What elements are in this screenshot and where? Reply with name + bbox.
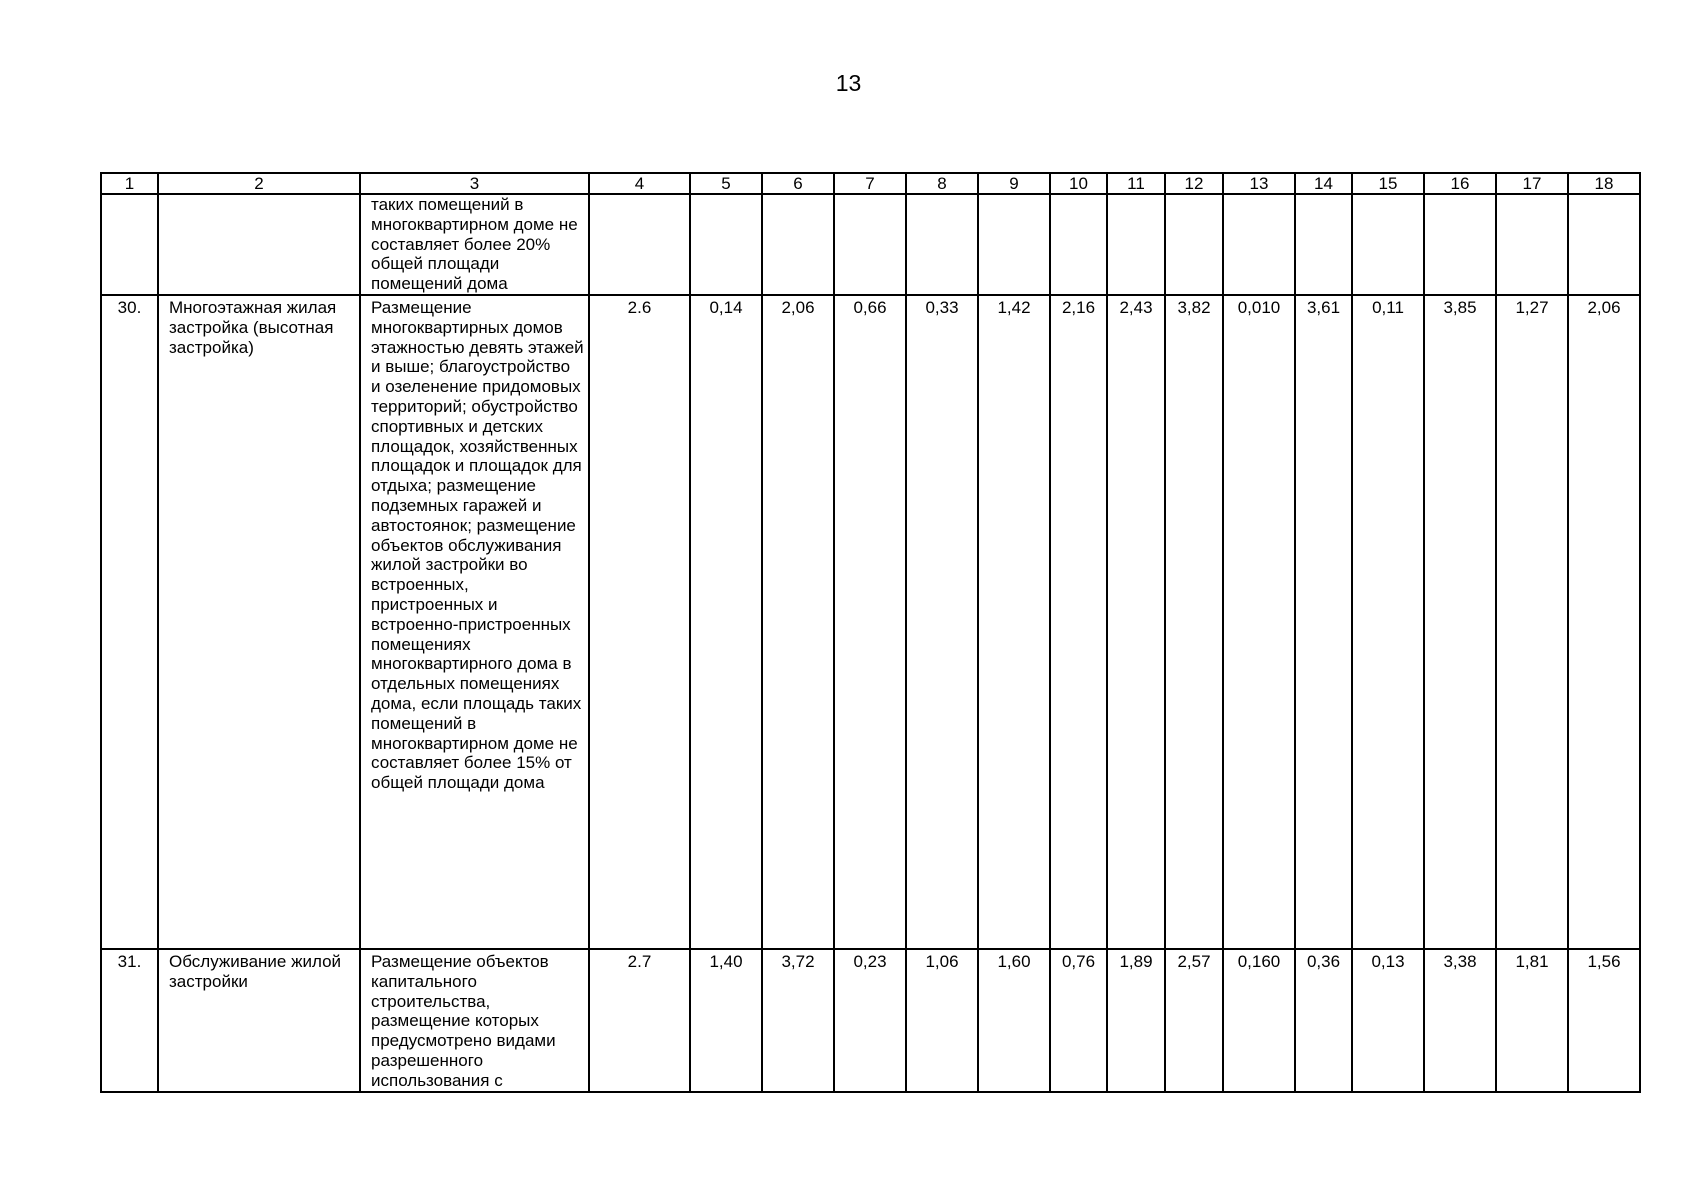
column-header: 5	[690, 173, 762, 194]
column-header: 18	[1568, 173, 1640, 194]
value-cell: 0,23	[834, 949, 906, 1092]
value-cell: 1,60	[978, 949, 1050, 1092]
value-cell	[589, 194, 690, 295]
column-header: 15	[1352, 173, 1424, 194]
value-cell	[834, 194, 906, 295]
column-header: 17	[1496, 173, 1568, 194]
value-cell: 0,13	[1352, 949, 1424, 1092]
row-name: Многоэтажная жилая застройка (высотная застройка)	[158, 295, 360, 949]
value-cell: 0,14	[690, 295, 762, 949]
value-cell: 1,81	[1496, 949, 1568, 1092]
value-cell: 3,82	[1165, 295, 1223, 949]
row-description: Размещение многоквартирных домов этажностью девять этажей и выше; благоустройство и озеленение придомовых территорий; обустройство спортивных и детских площадок, хозяйственных площадок и площадок для отдыха; размещение подземных гаражей и автостоянок; размещение объектов обслуживания жилой застройки во встроенных, пристроенных и встроенно-пристроенных помещениях многоквартирного дома в отдельных помещениях дома, если площадь таких помещений в многоквартирном доме не составляет более 15% от общей площади дома	[360, 295, 589, 949]
column-header: 10	[1050, 173, 1107, 194]
value-cell	[1568, 194, 1640, 295]
row-name: Обслуживание жилой застройки	[158, 949, 360, 1092]
column-header: 3	[360, 173, 589, 194]
table-header-row	[101, 173, 1640, 194]
value-cell: 3,38	[1424, 949, 1496, 1092]
value-cell	[1223, 194, 1295, 295]
value-cell: 1,42	[978, 295, 1050, 949]
value-cell: 1,56	[1568, 949, 1640, 1092]
table-row	[101, 194, 1640, 295]
value-cell: 3,61	[1295, 295, 1352, 949]
column-header: 4	[589, 173, 690, 194]
value-cell: 0,66	[834, 295, 906, 949]
table-row	[101, 295, 1640, 949]
row-description: Размещение объектов капитального строительства, размещение которых предусмотрено видами разрешенного использования с	[360, 949, 589, 1092]
value-cell	[978, 194, 1050, 295]
value-cell: 1,27	[1496, 295, 1568, 949]
value-cell	[690, 194, 762, 295]
value-cell: 2,43	[1107, 295, 1165, 949]
value-cell: 0,010	[1223, 295, 1295, 949]
value-cell: 2,06	[762, 295, 834, 949]
value-cell	[1496, 194, 1568, 295]
column-header: 8	[906, 173, 978, 194]
column-header: 1	[101, 173, 158, 194]
value-cell: 2.7	[589, 949, 690, 1092]
column-header: 7	[834, 173, 906, 194]
value-cell: 2,16	[1050, 295, 1107, 949]
row-number	[101, 194, 158, 295]
row-number: 31.	[101, 949, 158, 1092]
value-cell: 1,40	[690, 949, 762, 1092]
column-header: 13	[1223, 173, 1295, 194]
value-cell: 3,72	[762, 949, 834, 1092]
row-number: 30.	[101, 295, 158, 949]
value-cell	[1165, 194, 1223, 295]
row-description: таких помещений в многоквартирном доме не составляет более 20% общей площади помещений дома	[360, 194, 589, 295]
column-header: 9	[978, 173, 1050, 194]
value-cell: 1,89	[1107, 949, 1165, 1092]
value-cell	[1424, 194, 1496, 295]
data-table	[100, 172, 1641, 1093]
table-row	[101, 949, 1640, 1092]
column-header: 2	[158, 173, 360, 194]
column-header: 12	[1165, 173, 1223, 194]
value-cell	[1050, 194, 1107, 295]
column-header: 6	[762, 173, 834, 194]
value-cell: 2,06	[1568, 295, 1640, 949]
value-cell	[1295, 194, 1352, 295]
column-header: 16	[1424, 173, 1496, 194]
value-cell: 3,85	[1424, 295, 1496, 949]
page-number: 13	[835, 70, 862, 96]
value-cell	[906, 194, 978, 295]
value-cell: 0,36	[1295, 949, 1352, 1092]
value-cell: 2,57	[1165, 949, 1223, 1092]
column-header: 14	[1295, 173, 1352, 194]
value-cell	[762, 194, 834, 295]
row-name	[158, 194, 360, 295]
value-cell: 0,160	[1223, 949, 1295, 1092]
value-cell: 0,33	[906, 295, 978, 949]
value-cell: 0,11	[1352, 295, 1424, 949]
value-cell: 2.6	[589, 295, 690, 949]
value-cell	[1107, 194, 1165, 295]
column-header: 11	[1107, 173, 1165, 194]
value-cell	[1352, 194, 1424, 295]
value-cell: 0,76	[1050, 949, 1107, 1092]
value-cell: 1,06	[906, 949, 978, 1092]
